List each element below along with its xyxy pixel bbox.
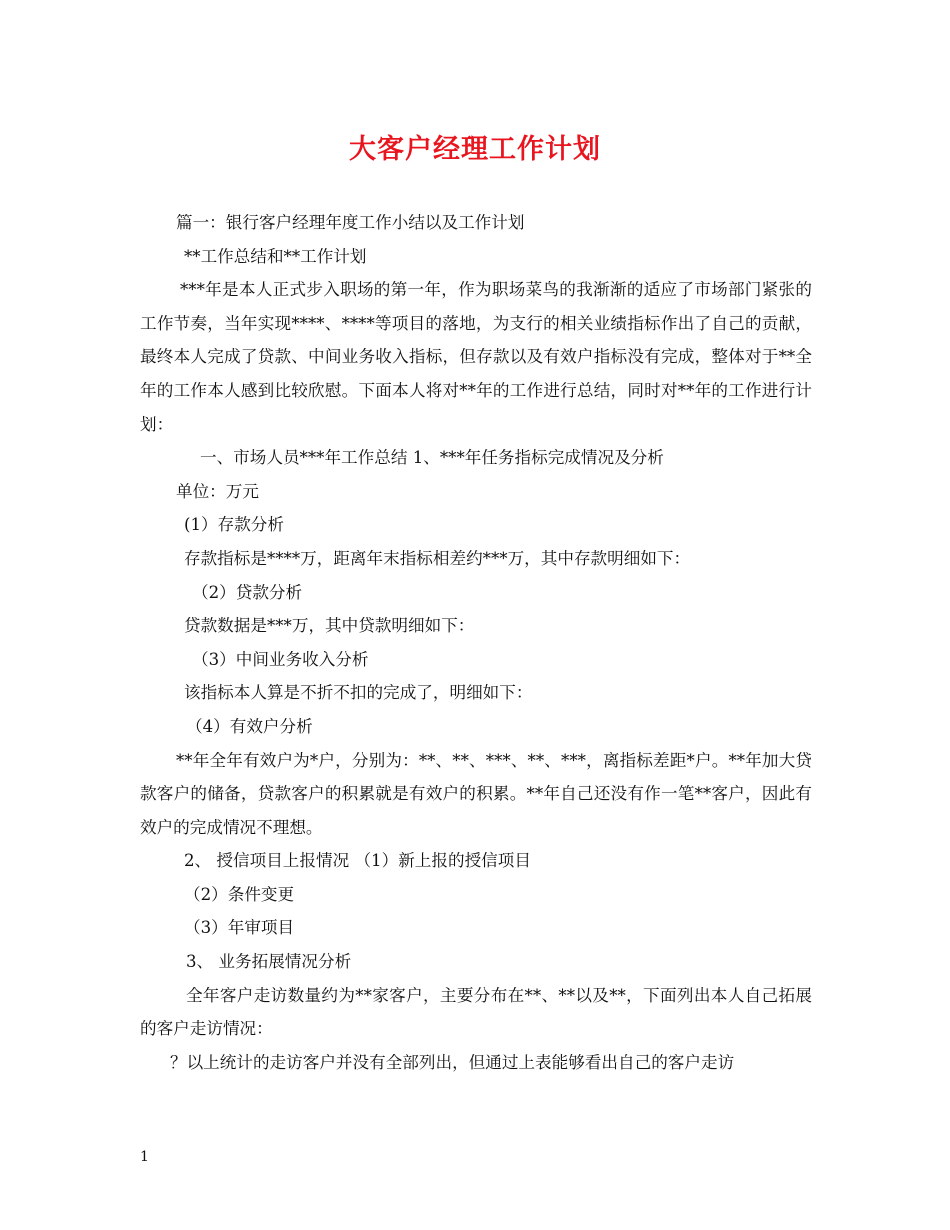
paragraph: （2）条件变更 [184,884,295,904]
document-title: 大客户经理工作计划 [349,134,601,165]
paragraph: 存款指标是****万，距离年末指标相差约***万，其中存款明细如下： [184,548,691,568]
paragraph: **工作总结和**工作计划 [184,246,367,266]
document-body [140,206,812,1079]
paragraph: **年全年有效户为*户，分别为：**、**、***、**、***，离指标差距*户。**年加大贷款客户的储备，贷款客户的积累就是有效户的积累。**年自己还没有作一笔**客户，因此有效户的完成情况不理想。 [140,750,812,837]
paragraph: 单位：万元 [176,481,259,501]
paragraph: 一、市场人员***年工作总结 1、***年任务指标完成情况及分析 [200,448,664,468]
paragraph: 2、 授信项目上报情况 （1）新上报的授信项目 [184,851,531,871]
paragraph: ？以上统计的走访客户并没有全部列出，但通过上表能够看出自己的客户走访 [170,1052,735,1072]
paragraph: （4）有效户分析 [186,716,313,736]
paragraph: 贷款数据是***万，其中贷款明细如下： [184,616,475,636]
paragraph: (1）存款分析 [184,515,284,535]
paragraph: 3、 业务拓展情况分析 [186,952,352,972]
paragraph: 篇一：银行客户经理年度工作小结以及工作计划 [176,213,525,232]
paragraph: 全年客户走访数量约为**家客户，主要分布在**、**以及**，下面列出本人自己拓展的客户走访情况： [140,985,812,1039]
page-number: 1 [140,1149,149,1165]
paragraph: 该指标本人算是不折不扣的完成了，明细如下： [184,683,533,703]
paragraph: ***年是本人正式步入职场的第一年，作为职场菜鸟的我渐渐的适应了市场部门紧张的工作节奏，当年实现****、****等项目的落地，为支行的相关业绩指标作出了自己的贡献，最终本人完成了贷款、中间业务收入指标，但存款以及有效户指标没有完成，整体对于**全年的工作本人感到比较欣慰。下面本人将对**年的工作进行总结，同时对**年的工作进行计划： [140,280,812,434]
paragraph: （3）年审项目 [184,918,295,938]
paragraph: （2）贷款分析 [192,582,303,602]
paragraph: （3）中间业务收入分析 [192,649,369,669]
